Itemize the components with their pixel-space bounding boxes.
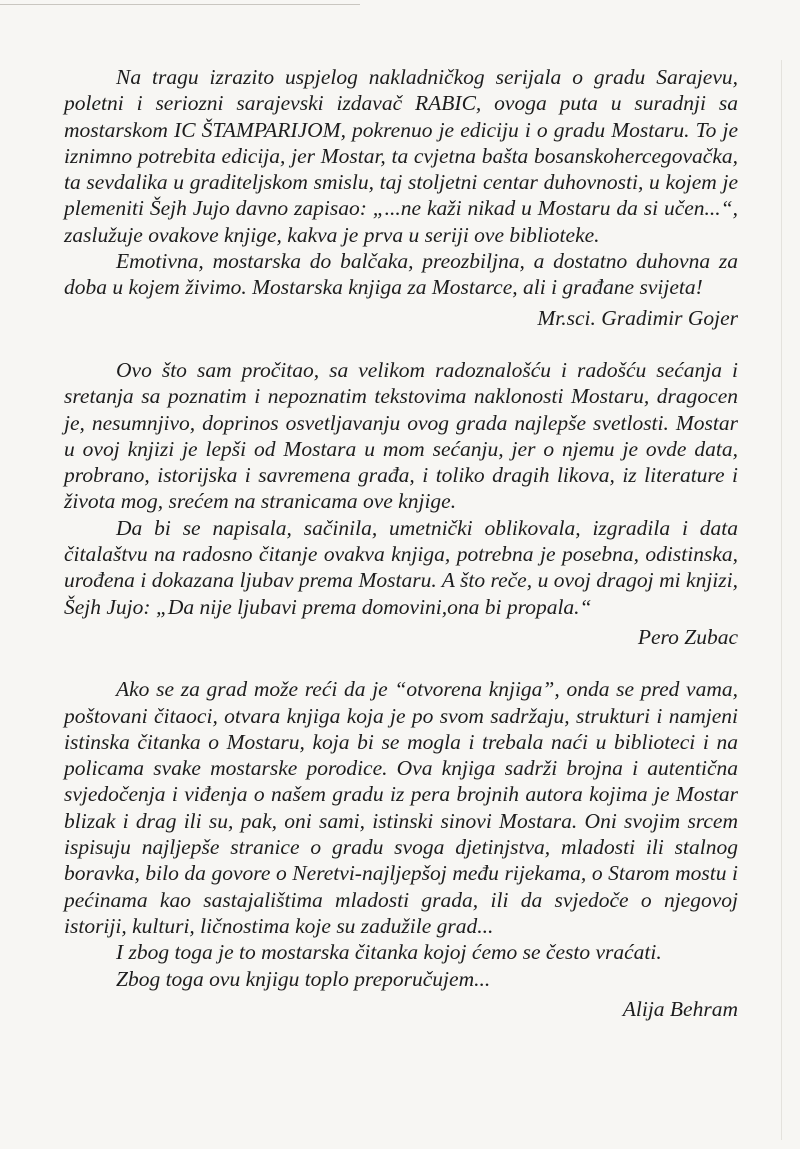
signature: Pero Zubac (637, 624, 738, 649)
paragraph: Emotivna, mostarska do balčaka, preozbiljna, a dostatno duhovna za doba u kojem živimo. Mostarska knjiga za Mostarce, ali i građane svijeta! (64, 249, 738, 300)
review-behram (64, 676, 738, 1022)
paragraph: Na tragu izrazito uspjelog nakladničkog serijala o gradu Sarajevu, poletni i seriozni sarajevski izdavač RABIC, ovoga puta u suradnji sa mostarskom IC ŠTAMPARIJOM, pokrenuo je ediciju i o gradu Mostaru. To je iznimno potrebita edicija, jer Mostar, ta cvjetna bašta bosanskohercegovačka, ta sevdalika u graditeljskom smislu, taj stoljetni centar duhovnosti, u kojem je plemeniti Šejh Jujo davno zapisao: „...ne kaži nikad u Mostaru da si učen...“, zaslužuje ovakove knjige, kakva je prva u seriji ove biblioteke. (64, 65, 738, 247)
paragraph: Zbog toga ovu knjigu toplo preporučujem... (116, 966, 491, 991)
signature: Alija Behram (622, 996, 738, 1021)
paragraph: Ako se za grad može reći da je “otvorena knjiga”, onda se pred vama, poštovani čitaoci, otvara knjiga koja je po svom sadržaju, strukturi i namjeni istinska čitanka o Mostaru, koja bi se mogla i trebala naći u biblioteci i na policama svake mostarske porodice. Ova knjiga sadrži brojna i autentična svjedočenja i viđenja o našem gradu iz pera brojnih autora kojima je Mostar blizak i drag ili su, pak, oni sami, istinski sinovi Mostara. Oni svojim srcem ispisuju najljepše stranice o gradu svoga djetinjstva, mladosti ili stalnog boravka, bilo da govore o Neretvi-najljepšoj među rijekama, o Starom mostu i pećinama kao sastajalištima mladosti grada, ili da svjedoče o njegovoj istoriji, kulturi, ličnostima koje su zadužile grad... (64, 677, 738, 938)
paragraph: Ovo što sam pročitao, sa velikom radoznalošću i radošću sećanja i sretanja sa poznatim i nepoznatim tekstovima naklonosti Mostaru, dragocen je, nesumnjivo, doprinos osvetljavanju ovog grada najlepše svetlosti. Mostar u ovoj knjizi je lepši od Mostara u mom sećanju, jer o njemu je ovde data, probrano, istorijska i savremena građa, i toliko dragih likova, iz literature i života mog, srećem na stranicama ove knjige. (64, 357, 738, 514)
paragraph: I zbog toga je to mostarska čitanka kojoj ćemo se često vraćati. (116, 940, 662, 965)
review-zubac (64, 357, 738, 650)
paragraph: Da bi se napisala, sačinila, umetnički oblikovala, izgradila i data čitalaštvu na radosno čitanje ovakva knjiga, potrebna je posebna, odistinska, urođena i dokazana ljubav prema Mostaru. A što reče, u ovoj dragoj mi knjizi, Šejh Jujo: „Da nije ljubavi prema domovini,ona bi propala.“ (64, 515, 738, 619)
review-gojer (64, 64, 738, 331)
signature: Mr.sci. Gradimir Gojer (537, 305, 738, 330)
